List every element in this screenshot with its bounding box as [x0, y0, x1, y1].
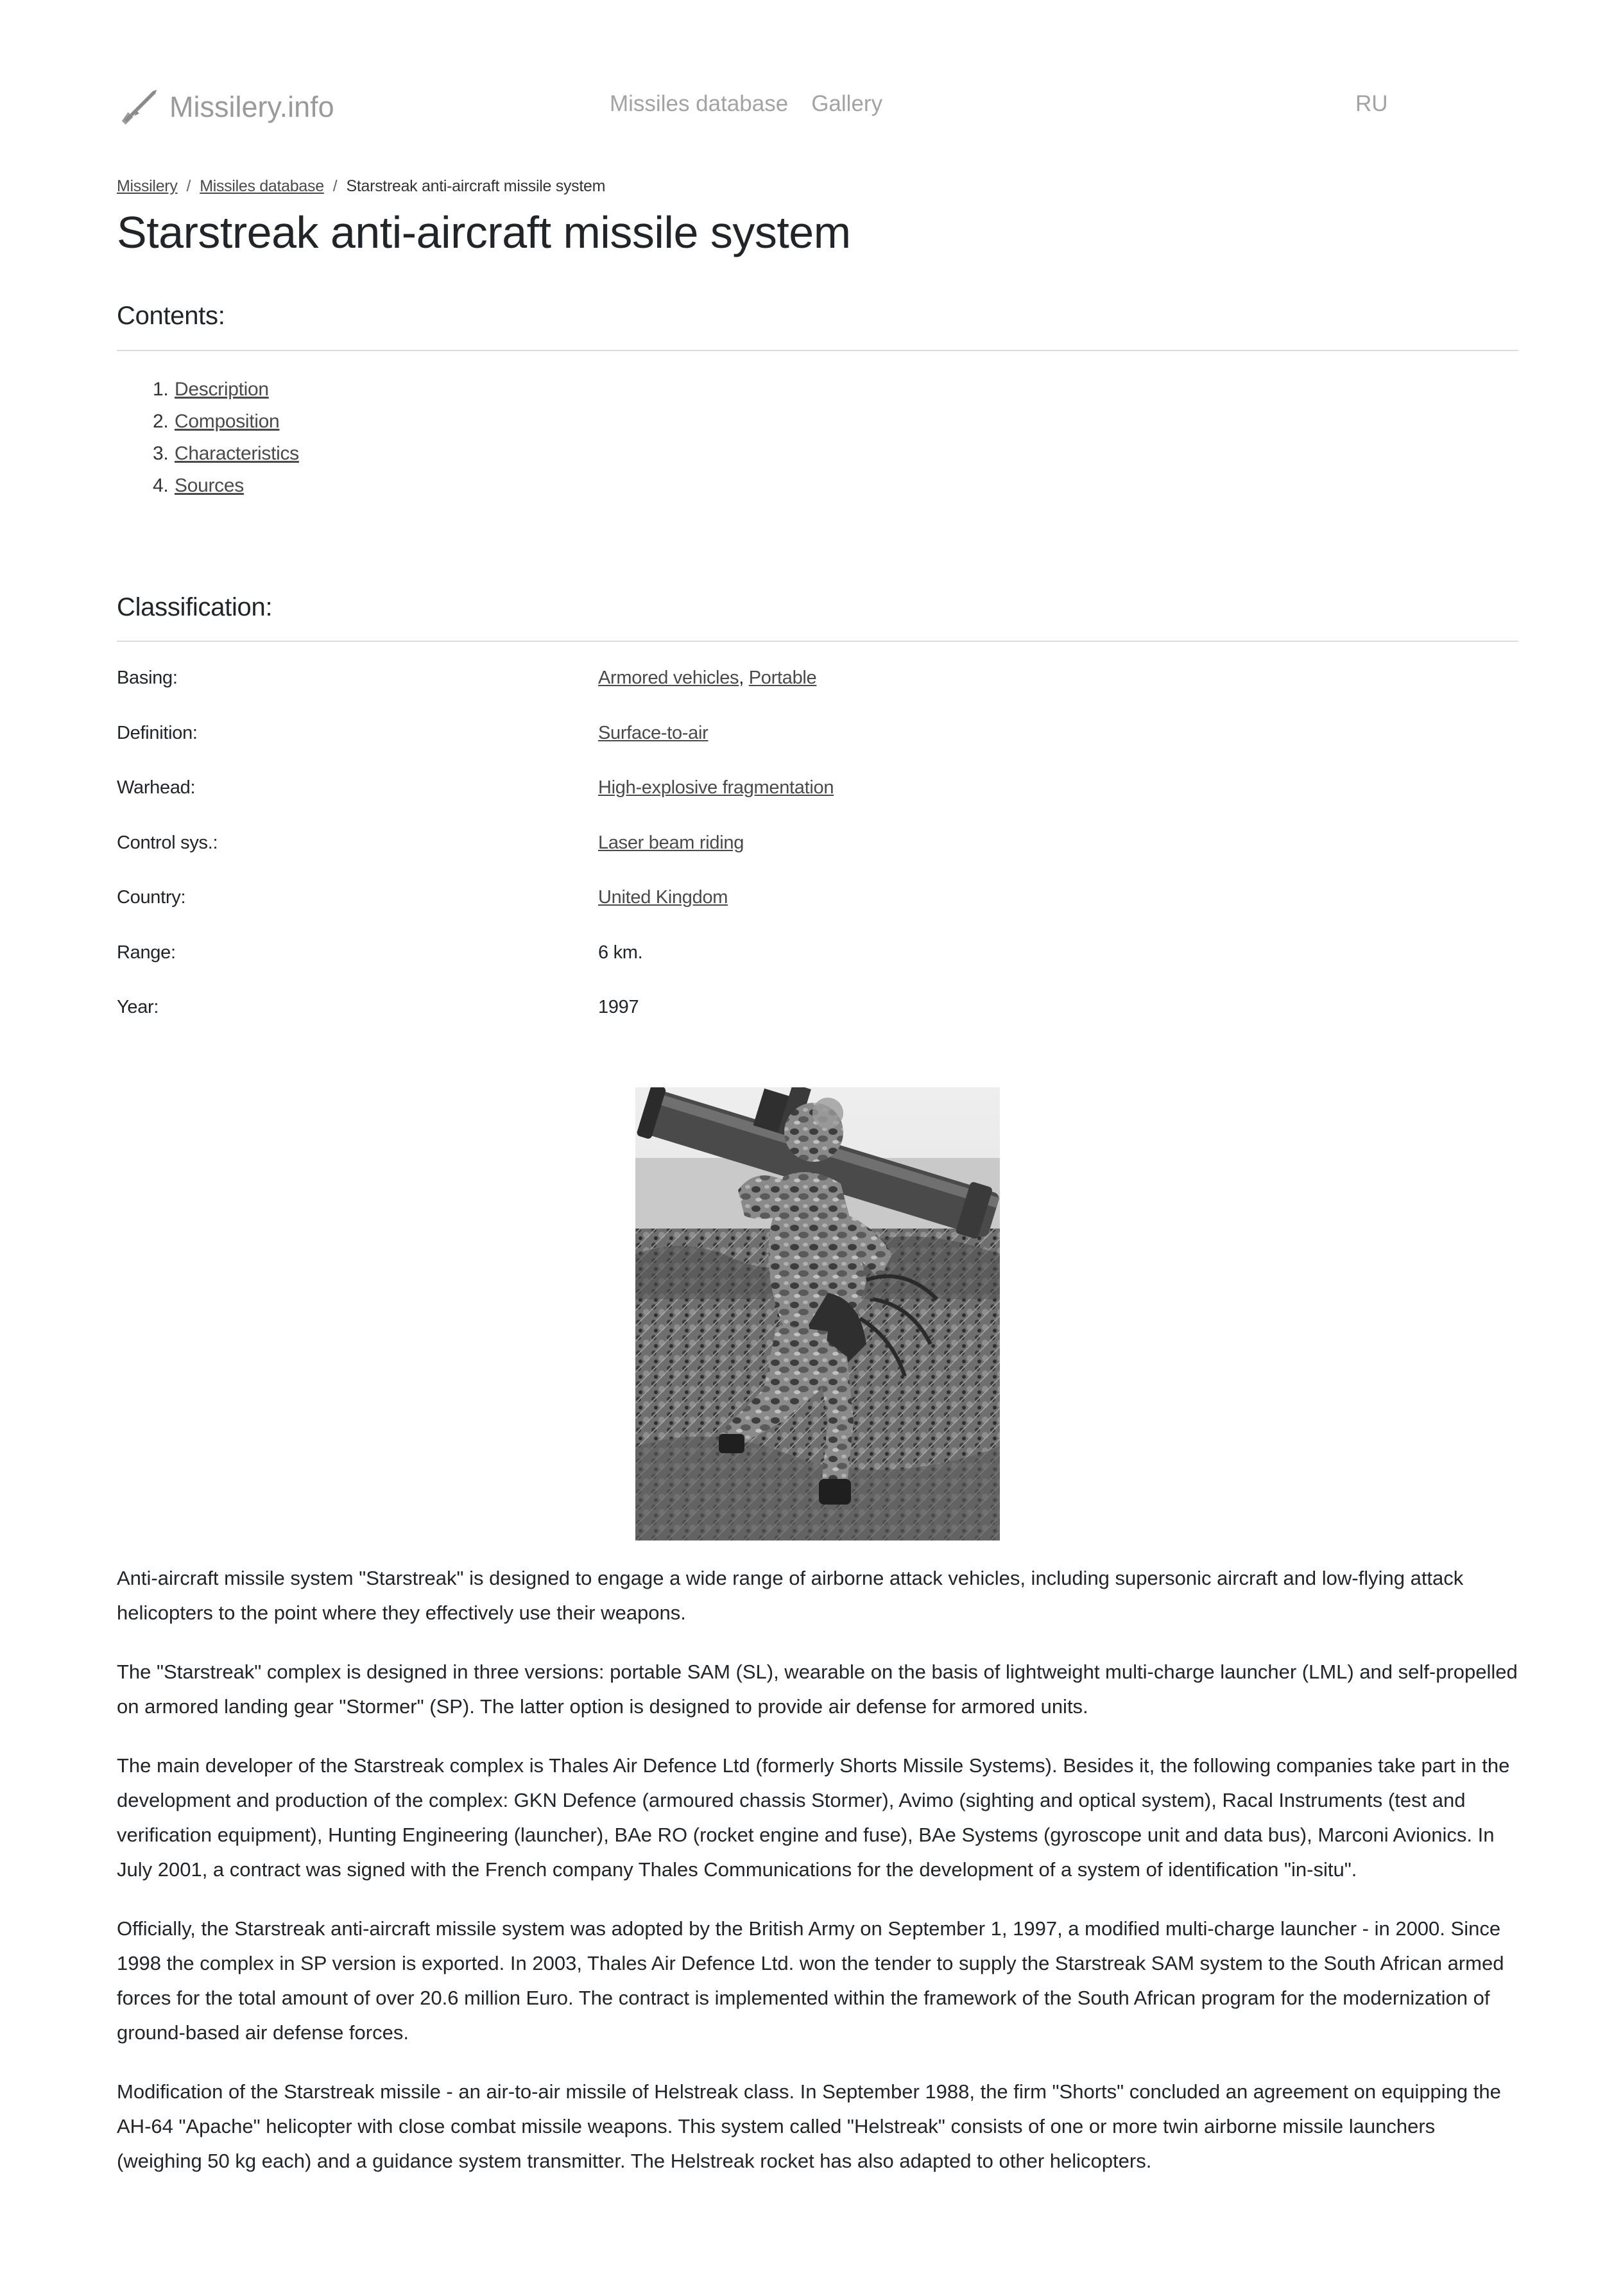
classification-key: Year: [117, 997, 159, 1017]
missile-icon [119, 87, 159, 127]
link-armored-vehicles[interactable]: Armored vehicles [598, 668, 739, 688]
toc-item: 1. Description [153, 379, 269, 400]
toc-link-characteristics[interactable]: Characteristics [175, 443, 299, 464]
soldier-with-launcher-image [635, 1087, 1000, 1541]
classification-value [598, 833, 744, 854]
toc-link-sources[interactable]: Sources [175, 475, 244, 496]
breadcrumb-missiles-database[interactable]: Missiles database [200, 177, 324, 195]
missile-system-photo [635, 1087, 1000, 1541]
classification-key: Basing: [117, 668, 178, 688]
classification-row-control-sys [117, 827, 1518, 883]
breadcrumb-separator: / [332, 177, 338, 195]
link-surface-to-air[interactable]: Surface-to-air [598, 722, 708, 743]
classification-key: Definition: [117, 722, 198, 743]
article-body [117, 1561, 1518, 2203]
classification-row-basing [117, 662, 1518, 718]
classification-value: Armored vehicles, Portable [598, 668, 817, 688]
breadcrumb-separator: / [186, 177, 191, 195]
breadcrumb-current: Starstreak anti-aircraft missile system [346, 177, 606, 195]
site-header [117, 76, 1518, 134]
link-laser-beam-riding[interactable]: Laser beam riding [598, 832, 744, 853]
main-nav [610, 91, 882, 117]
article-paragraph: The "Starstreak" complex is designed in three versions: portable SAM (SL), wearable on the basis of lightweight multi-charge launcher (LML) and self-propelled on armored landing gear "Stormer" (SP). The latter option is designed to provide air defense for armored units. [117, 1661, 1518, 1718]
toc-link-description[interactable]: Description [175, 379, 269, 400]
classification-table [117, 662, 1518, 1047]
classification-divider [117, 641, 1518, 642]
site-logo-link[interactable] [119, 87, 334, 127]
article-paragraph: The main developer of the Starstreak complex is Thales Air Defence Ltd (formerly Shorts Missile Systems). Besides it, the following companies take part in the development and production of the complex: GKN Defence (armoured chassis Stormer), Avimo (sighting and optical system), Racal Instruments (test and verification equipment), Hunting Engineering (launcher), BAe RO (rocket engine and fuse), BAe Systems (gyroscope unit and data bus), Marconi Avionics. In July 2001, a contract was signed with the French company Thales Communications for the development of a system of identification "in-situ". [117, 1754, 1510, 1881]
toc-link-composition[interactable]: Composition [175, 411, 280, 432]
classification-row-year [117, 992, 1518, 1047]
breadcrumb-missilery[interactable]: Missilery [117, 177, 178, 195]
classification-value: 6 km. [598, 942, 643, 963]
classification-value [598, 723, 708, 744]
classification-key: Range: [117, 942, 176, 963]
classification-heading: Classification: [117, 593, 273, 621]
article-paragraph: Anti-aircraft missile system "Starstreak" is designed to engage a wide range of airborne attack vehicles, including supersonic aircraft and low-flying attack helicopters to the point where they effectively use their weapons. [117, 1567, 1464, 1624]
toc-item: 4. Sources [153, 475, 244, 496]
toc-item: 2. Composition [153, 411, 280, 432]
classification-value: 1997 [598, 997, 639, 1017]
page-title: Starstreak anti-aircraft missile system [117, 207, 851, 257]
classification-value [598, 887, 728, 908]
site-brand-name: Missilery.info [169, 91, 334, 123]
toc-item: 3. Characteristics [153, 443, 299, 464]
classification-row-country [117, 882, 1518, 937]
classification-row-definition [117, 718, 1518, 773]
nav-gallery[interactable]: Gallery [811, 91, 883, 116]
classification-row-warhead [117, 772, 1518, 827]
classification-key: Warhead: [117, 777, 196, 798]
classification-row-range [117, 937, 1518, 992]
link-high-explosive-fragmentation[interactable]: High-explosive fragmentation [598, 777, 834, 798]
article-paragraph: Officially, the Starstreak anti-aircraft missile system was adopted by the British Army on September 1, 1997, a modified multi-charge launcher - in 2000. Since 1998 the complex in SP version is exported. In 2003, Thales Air Defence Ltd. won the tender to supply the Starstreak SAM system to the South African armed forces for the total amount of over 20.6 million Euro. The contract is implemented within the framework of the South African program for the modernization of ground-based air defense forces. [117, 1917, 1504, 2044]
classification-value [598, 777, 834, 798]
contents-divider [117, 350, 1518, 351]
classification-key: Country: [117, 887, 186, 908]
table-of-contents [153, 374, 299, 502]
link-united-kingdom[interactable]: United Kingdom [598, 887, 728, 908]
link-portable[interactable]: Portable [748, 668, 817, 688]
contents-heading: Contents: [117, 302, 225, 330]
breadcrumb [117, 177, 605, 196]
article-paragraph: Modification of the Starstreak missile - an air-to-air missile of Helstreak class. In September 1988, the firm "Shorts" concluded an agreement on equipping the AH-64 "Apache" helicopter with close combat missile weapons. This system called "Helstreak" consists of one or more twin airborne missile launchers (weighing 50 kg each) and a guidance system transmitter. The Helstreak rocket has also adapted to other helicopters. [117, 2080, 1501, 2172]
nav-missiles-database[interactable]: Missiles database [610, 91, 789, 116]
language-switch-ru[interactable]: RU [1355, 91, 1388, 116]
classification-key: Control sys.: [117, 832, 218, 853]
